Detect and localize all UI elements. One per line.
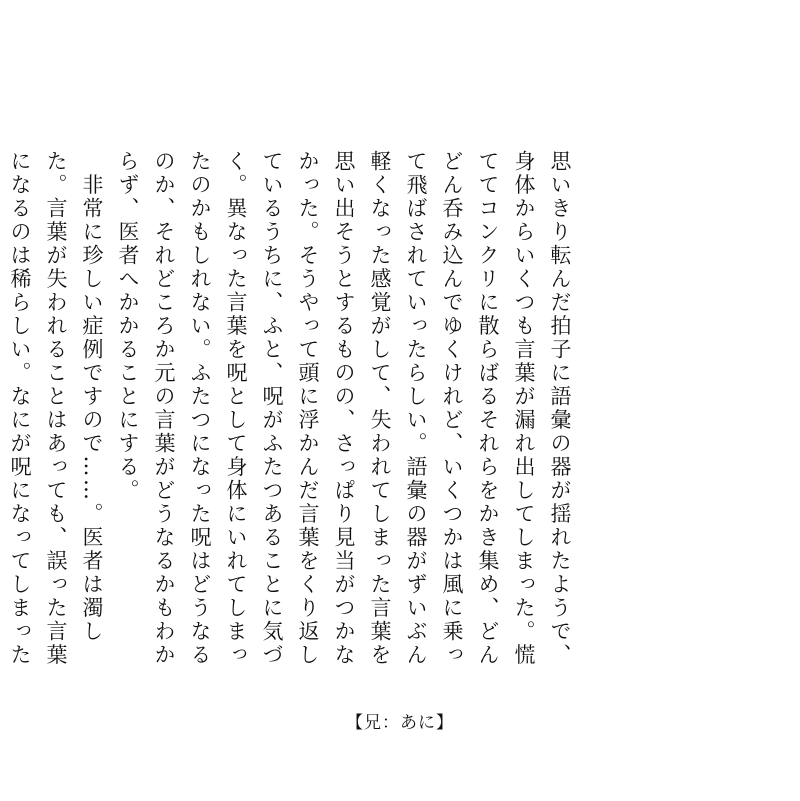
paragraph-1: 思いきり転んだ拍子に語彙の器が揺れたようで、身体からいくつも言葉が漏れ出してしまった。慌ててコンクリに散らばるそれらをかき集め、どんどん呑み込んでゆくけれど、いくつかは風に乗って飛ばされていったらしい。語彙の器がずいぶん軽くなった感覚がして、失われてしまった言葉を思い出そうとするものの、さっぱり見当がつかなかった。そうやって頭に浮かんだ言葉をくり返しているうちに、ふと、呪がふたつあることに気づく。異なった言葉を呪として身体にいれてしまったのかもしれない。ふたつになった呪はどうなるのか、それどころか元の言葉がどうなるかもわからず、医者へかかることにする。 [116,150,572,667]
vertical-text-body [0,150,650,680]
paragraph-2: 非常に珍しい症例ですので……。医者は濁した。言葉が失われることはあっても、誤った言葉になるのは稀らしい。なにが呪になってしまった [8,150,104,667]
definition-caption: 【兄：あに】 [346,713,454,733]
